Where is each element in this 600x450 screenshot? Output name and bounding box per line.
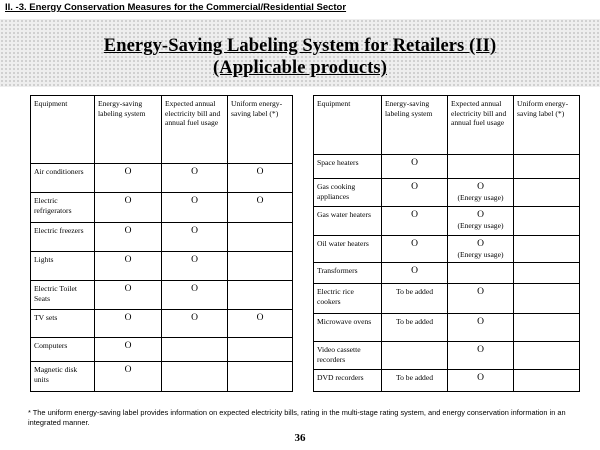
equipment-name: Electric refrigerators (31, 193, 95, 223)
table-cell (162, 223, 228, 252)
table-cell (162, 338, 228, 362)
table-cell (448, 263, 514, 284)
cell-value: O (256, 313, 264, 323)
cell-value: O (477, 345, 484, 356)
equipment-name: Magnetic disk units (31, 362, 95, 392)
table-cell (95, 223, 162, 252)
table-row (314, 236, 580, 263)
table-cell (514, 179, 580, 207)
table-cell (382, 342, 448, 370)
table-cell (95, 362, 162, 392)
table-cell (514, 342, 580, 370)
equipment-name: TV sets (31, 310, 95, 338)
cell-value: O (477, 182, 484, 192)
cell-value: O (124, 365, 132, 375)
table-cell (95, 164, 162, 193)
table-row (314, 263, 580, 284)
table-cell (514, 314, 580, 342)
table-cell (162, 193, 228, 223)
equipment-name: Computers (31, 338, 95, 362)
table-row (314, 314, 580, 342)
equipment-name: Video cassette recorders (314, 342, 382, 370)
cell-value: O (411, 210, 418, 220)
table-cell (95, 310, 162, 338)
section-heading: II. -3. Energy Conservation Measures for the Commercial/Residential Sector (5, 2, 347, 13)
cell-value: O (411, 266, 418, 277)
table-cell (228, 281, 293, 310)
cell-value: O (124, 341, 132, 351)
table-cell (448, 342, 514, 370)
cell-value: O (191, 313, 198, 323)
table-cell (228, 193, 293, 223)
table-row (314, 179, 580, 207)
table-row (31, 338, 293, 362)
table-cell (448, 314, 514, 342)
energy-usage-note: (Energy usage) (457, 192, 504, 202)
table-cell (95, 193, 162, 223)
cell-value: O (477, 373, 484, 384)
table-cell (514, 370, 580, 392)
table-cell (95, 281, 162, 310)
equipment-name: Space heaters (314, 155, 382, 179)
cell-value: O (256, 196, 264, 206)
table-cell (95, 252, 162, 281)
table-cell (162, 252, 228, 281)
table-cell (382, 207, 448, 236)
cell-value: To be added (395, 373, 433, 383)
table-cell (162, 362, 228, 392)
table-cell (382, 263, 448, 284)
cell-value: O (124, 196, 132, 206)
column-header: Uniform energy-saving label (*) (228, 96, 293, 164)
equipment-name: DVD recorders (314, 370, 382, 392)
table-cell (162, 164, 228, 193)
equipment-name: Electric freezers (31, 223, 95, 252)
column-header: Equipment (314, 96, 382, 155)
table-cell (228, 223, 293, 252)
cell-value: O (477, 287, 484, 298)
cell-value: To be added (395, 287, 433, 297)
cell-value: O (191, 196, 198, 206)
table-cell (382, 370, 448, 392)
column-header: Uniform energy-saving label (*) (514, 96, 580, 155)
table-cell (228, 362, 293, 392)
equipment-name: Gas cooking appliances (314, 179, 382, 207)
column-header: Expected annual electricity bill and annual fuel usage (162, 96, 228, 164)
equipment-name: Lights (31, 252, 95, 281)
column-header: Expected annual electricity bill and annual fuel usage (448, 96, 514, 155)
column-header: Energy-saving labeling system (95, 96, 162, 164)
table-cell (382, 314, 448, 342)
table-cell (514, 284, 580, 314)
table-cell (448, 207, 514, 236)
column-header: Equipment (31, 96, 95, 164)
energy-usage-note: (Energy usage) (457, 220, 504, 230)
energy-usage-note: (Energy usage) (457, 249, 504, 259)
table-row (314, 342, 580, 370)
cell-value: O (411, 158, 418, 168)
cell-value: O (256, 167, 264, 177)
table-row (314, 155, 580, 179)
cell-value: O (124, 313, 132, 323)
cell-value: O (411, 182, 418, 192)
footnote: * The uniform energy-saving label provides information on expected electricity bills, rating in the multi-stage rating system, and energy conservation information in an integrated manner. (28, 408, 566, 427)
right-products-table (313, 95, 580, 392)
cell-value: O (191, 167, 198, 177)
cell-value: O (124, 255, 132, 265)
cell-value: O (411, 239, 418, 249)
column-header: Energy-saving labeling system (382, 96, 448, 155)
page-subtitle: (Applicable products) (213, 58, 387, 78)
table-cell (228, 310, 293, 338)
page-title: Energy-Saving Labeling System for Retailers (II) (103, 36, 497, 56)
table-row (31, 252, 293, 281)
cell-value: O (124, 226, 132, 236)
table-cell (228, 164, 293, 193)
table-cell (382, 155, 448, 179)
table-header-row (31, 96, 293, 164)
equipment-name: Air conditioners (31, 164, 95, 193)
table-cell (448, 370, 514, 392)
table-cell (162, 310, 228, 338)
table-cell (448, 284, 514, 314)
table-cell (514, 155, 580, 179)
table-cell (448, 236, 514, 263)
table-row (314, 370, 580, 392)
table-row (314, 284, 580, 314)
left-products-table (30, 95, 293, 392)
cell-value: O (124, 167, 132, 177)
cell-value: O (477, 210, 484, 220)
table-row (31, 164, 293, 193)
equipment-name: Gas water heaters (314, 207, 382, 236)
cell-value: O (191, 284, 198, 294)
cell-value: O (124, 284, 132, 294)
equipment-name: Transformers (314, 263, 382, 284)
table-row (31, 281, 293, 310)
table-cell (95, 338, 162, 362)
cell-value: O (191, 255, 198, 265)
table-row (314, 207, 580, 236)
table-row (31, 362, 293, 392)
table-cell (514, 263, 580, 284)
equipment-name: Electric rice cookers (314, 284, 382, 314)
equipment-name: Electric Toilet Seats (31, 281, 95, 310)
table-cell (382, 284, 448, 314)
cell-value: O (477, 317, 484, 328)
table-cell (228, 338, 293, 362)
table-cell (514, 207, 580, 236)
table-cell (448, 155, 514, 179)
table-cell (382, 179, 448, 207)
page-number: 36 (294, 432, 306, 444)
table-row (31, 223, 293, 252)
table-cell (228, 252, 293, 281)
table-row (31, 193, 293, 223)
table-row (31, 310, 293, 338)
table-cell (514, 236, 580, 263)
table-header-row (314, 96, 580, 155)
table-cell (382, 236, 448, 263)
cell-value: O (191, 226, 198, 236)
cell-value: O (477, 239, 484, 249)
table-cell (448, 179, 514, 207)
equipment-name: Microwave ovens (314, 314, 382, 342)
cell-value: To be added (395, 317, 433, 327)
table-cell (162, 281, 228, 310)
equipment-name: Oil water heaters (314, 236, 382, 263)
